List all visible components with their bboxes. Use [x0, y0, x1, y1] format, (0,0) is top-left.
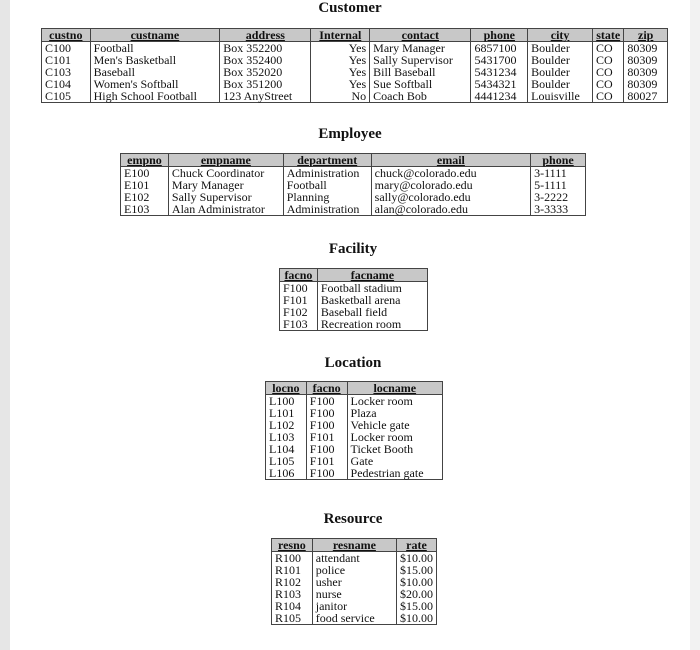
customer-column-header: contact [370, 29, 471, 42]
customer-cell: 123 AnyStreet [220, 90, 311, 103]
location-cell: Gate [347, 455, 442, 467]
employee-title: Employee [318, 126, 382, 142]
customer-cell: Boulder [528, 42, 593, 55]
customer-cell: Boulder [528, 66, 593, 78]
location-cell: Locker room [347, 395, 442, 408]
resource-cell: usher [312, 576, 396, 588]
resource-column-header: resno [272, 539, 313, 552]
table-row [42, 90, 668, 103]
customer-cell: Boulder [528, 78, 593, 90]
resource-cell: food service [312, 612, 396, 625]
customer-column-header: zip [624, 29, 668, 42]
facility-cell: Football stadium [317, 282, 427, 295]
customer-cell: 80309 [624, 54, 668, 66]
location-cell: Locker room [347, 431, 442, 443]
customer-cell: Box 352020 [220, 66, 311, 78]
location-cell: F100 [306, 467, 347, 480]
resource-table [271, 538, 437, 625]
facility-cell: F102 [280, 306, 318, 318]
employee-cell: 5-1111 [531, 179, 586, 191]
customer-column-header: custno [42, 29, 91, 42]
customer-cell: Louisville [528, 90, 593, 103]
location-cell: L104 [266, 443, 307, 455]
table-row [121, 203, 586, 216]
customer-cell: 5434321 [471, 78, 528, 90]
facility-cell: Recreation room [317, 318, 427, 331]
customer-cell: Yes [311, 66, 370, 78]
customer-cell: Box 352200 [220, 42, 311, 55]
facility-column-header: facname [317, 269, 427, 282]
resource-title: Resource [323, 511, 383, 527]
employee-cell: E100 [121, 167, 169, 180]
facility-cell: Baseball field [317, 306, 427, 318]
resource-cell: janitor [312, 600, 396, 612]
customer-cell: Yes [311, 78, 370, 90]
employee-cell: sally@colorado.edu [371, 191, 530, 203]
table-row [266, 467, 443, 480]
resource-cell: $10.00 [396, 552, 436, 565]
employee-cell: Mary Manager [168, 179, 283, 191]
customer-cell: Football [90, 42, 220, 55]
employee-cell: E101 [121, 179, 169, 191]
facility-cell: F101 [280, 294, 318, 306]
customer-cell: C100 [42, 42, 91, 55]
customer-cell: CO [593, 66, 624, 78]
resource-cell: nurse [312, 588, 396, 600]
employee-header-row [121, 154, 586, 167]
customer-column-header: Internal [311, 29, 370, 42]
customer-cell: Boulder [528, 54, 593, 66]
employee-cell: chuck@colorado.edu [371, 167, 530, 180]
employee-cell: 3-3333 [531, 203, 586, 216]
employee-cell: Administration [283, 203, 371, 216]
resource-cell: $10.00 [396, 612, 436, 625]
resource-column-header: rate [396, 539, 436, 552]
location-cell: F100 [306, 407, 347, 419]
customer-table [41, 28, 668, 103]
customer-cell: High School Football [90, 90, 220, 103]
employee-cell: E103 [121, 203, 169, 216]
employee-column-header: department [283, 154, 371, 167]
customer-cell: Sally Supervisor [370, 54, 471, 66]
location-cell: L100 [266, 395, 307, 408]
employee-cell: 3-1111 [531, 167, 586, 180]
employee-column-header: phone [531, 154, 586, 167]
location-cell: Plaza [347, 407, 442, 419]
location-cell: F101 [306, 431, 347, 443]
customer-title: Customer [318, 0, 382, 16]
customer-column-header: address [220, 29, 311, 42]
facility-title: Facility [328, 241, 378, 257]
resource-cell: R105 [272, 612, 313, 625]
facility-cell: F100 [280, 282, 318, 295]
employee-cell: Administration [283, 167, 371, 180]
location-cell: L101 [266, 407, 307, 419]
resource-cell: attendant [312, 552, 396, 565]
page-right-edge [690, 0, 700, 650]
customer-cell: C103 [42, 66, 91, 78]
customer-cell: CO [593, 78, 624, 90]
location-cell: F100 [306, 443, 347, 455]
employee-cell: E102 [121, 191, 169, 203]
location-cell: L106 [266, 467, 307, 480]
table-row [280, 318, 428, 331]
location-cell: L103 [266, 431, 307, 443]
customer-cell: Bill Baseball [370, 66, 471, 78]
employee-cell: Planning [283, 191, 371, 203]
facility-table [279, 268, 428, 331]
page-left-edge [0, 0, 10, 650]
location-cell: Pedestrian gate [347, 467, 442, 480]
employee-cell: Chuck Coordinator [168, 167, 283, 180]
resource-cell: R100 [272, 552, 313, 565]
customer-cell: 6857100 [471, 42, 528, 55]
employee-cell: 3-2222 [531, 191, 586, 203]
location-cell: Ticket Booth [347, 443, 442, 455]
employee-cell: Sally Supervisor [168, 191, 283, 203]
customer-cell: C105 [42, 90, 91, 103]
customer-cell: Women's Softball [90, 78, 220, 90]
location-column-header: locname [347, 382, 442, 395]
resource-cell: R103 [272, 588, 313, 600]
table-row [272, 612, 437, 625]
resource-cell: R101 [272, 564, 313, 576]
location-cell: Vehicle gate [347, 419, 442, 431]
resource-cell: $15.00 [396, 564, 436, 576]
customer-cell: CO [593, 54, 624, 66]
resource-header-row [272, 539, 437, 552]
customer-cell: 80027 [624, 90, 668, 103]
customer-cell: C104 [42, 78, 91, 90]
employee-cell: alan@colorado.edu [371, 203, 530, 216]
resource-cell: R104 [272, 600, 313, 612]
employee-table [120, 153, 586, 216]
location-cell: L102 [266, 419, 307, 431]
facility-cell: F103 [280, 318, 318, 331]
customer-column-header: phone [471, 29, 528, 42]
location-table [265, 381, 443, 480]
location-cell: L105 [266, 455, 307, 467]
location-cell: F101 [306, 455, 347, 467]
facility-cell: Basketball arena [317, 294, 427, 306]
employee-column-header: empno [121, 154, 169, 167]
location-column-header: locno [266, 382, 307, 395]
customer-column-header: state [593, 29, 624, 42]
customer-cell: CO [593, 90, 624, 103]
customer-cell: Sue Softball [370, 78, 471, 90]
customer-cell: No [311, 90, 370, 103]
customer-column-header: city [528, 29, 593, 42]
resource-cell: $10.00 [396, 576, 436, 588]
employee-column-header: email [371, 154, 530, 167]
resource-cell: $20.00 [396, 588, 436, 600]
customer-cell: Mary Manager [370, 42, 471, 55]
customer-cell: C101 [42, 54, 91, 66]
customer-cell: 5431700 [471, 54, 528, 66]
location-cell: F100 [306, 395, 347, 408]
location-title: Location [324, 355, 382, 371]
customer-cell: 80309 [624, 42, 668, 55]
employee-cell: mary@colorado.edu [371, 179, 530, 191]
resource-cell: $15.00 [396, 600, 436, 612]
location-column-header: facno [306, 382, 347, 395]
customer-cell: Yes [311, 54, 370, 66]
customer-cell: Coach Bob [370, 90, 471, 103]
customer-cell: CO [593, 42, 624, 55]
customer-cell: 5431234 [471, 66, 528, 78]
resource-column-header: resname [312, 539, 396, 552]
location-cell: F100 [306, 419, 347, 431]
customer-cell: Box 352400 [220, 54, 311, 66]
facility-header-row [280, 269, 428, 282]
customer-cell: Box 351200 [220, 78, 311, 90]
location-header-row [266, 382, 443, 395]
customer-cell: 80309 [624, 66, 668, 78]
customer-cell: 80309 [624, 78, 668, 90]
employee-column-header: empname [168, 154, 283, 167]
facility-column-header: facno [280, 269, 318, 282]
customer-column-header: custname [90, 29, 220, 42]
employee-cell: Alan Administrator [168, 203, 283, 216]
customer-cell: Yes [311, 42, 370, 55]
resource-cell: police [312, 564, 396, 576]
customer-cell: Baseball [90, 66, 220, 78]
customer-header-row [42, 29, 668, 42]
customer-cell: 4441234 [471, 90, 528, 103]
resource-cell: R102 [272, 576, 313, 588]
employee-cell: Football [283, 179, 371, 191]
customer-cell: Men's Basketball [90, 54, 220, 66]
